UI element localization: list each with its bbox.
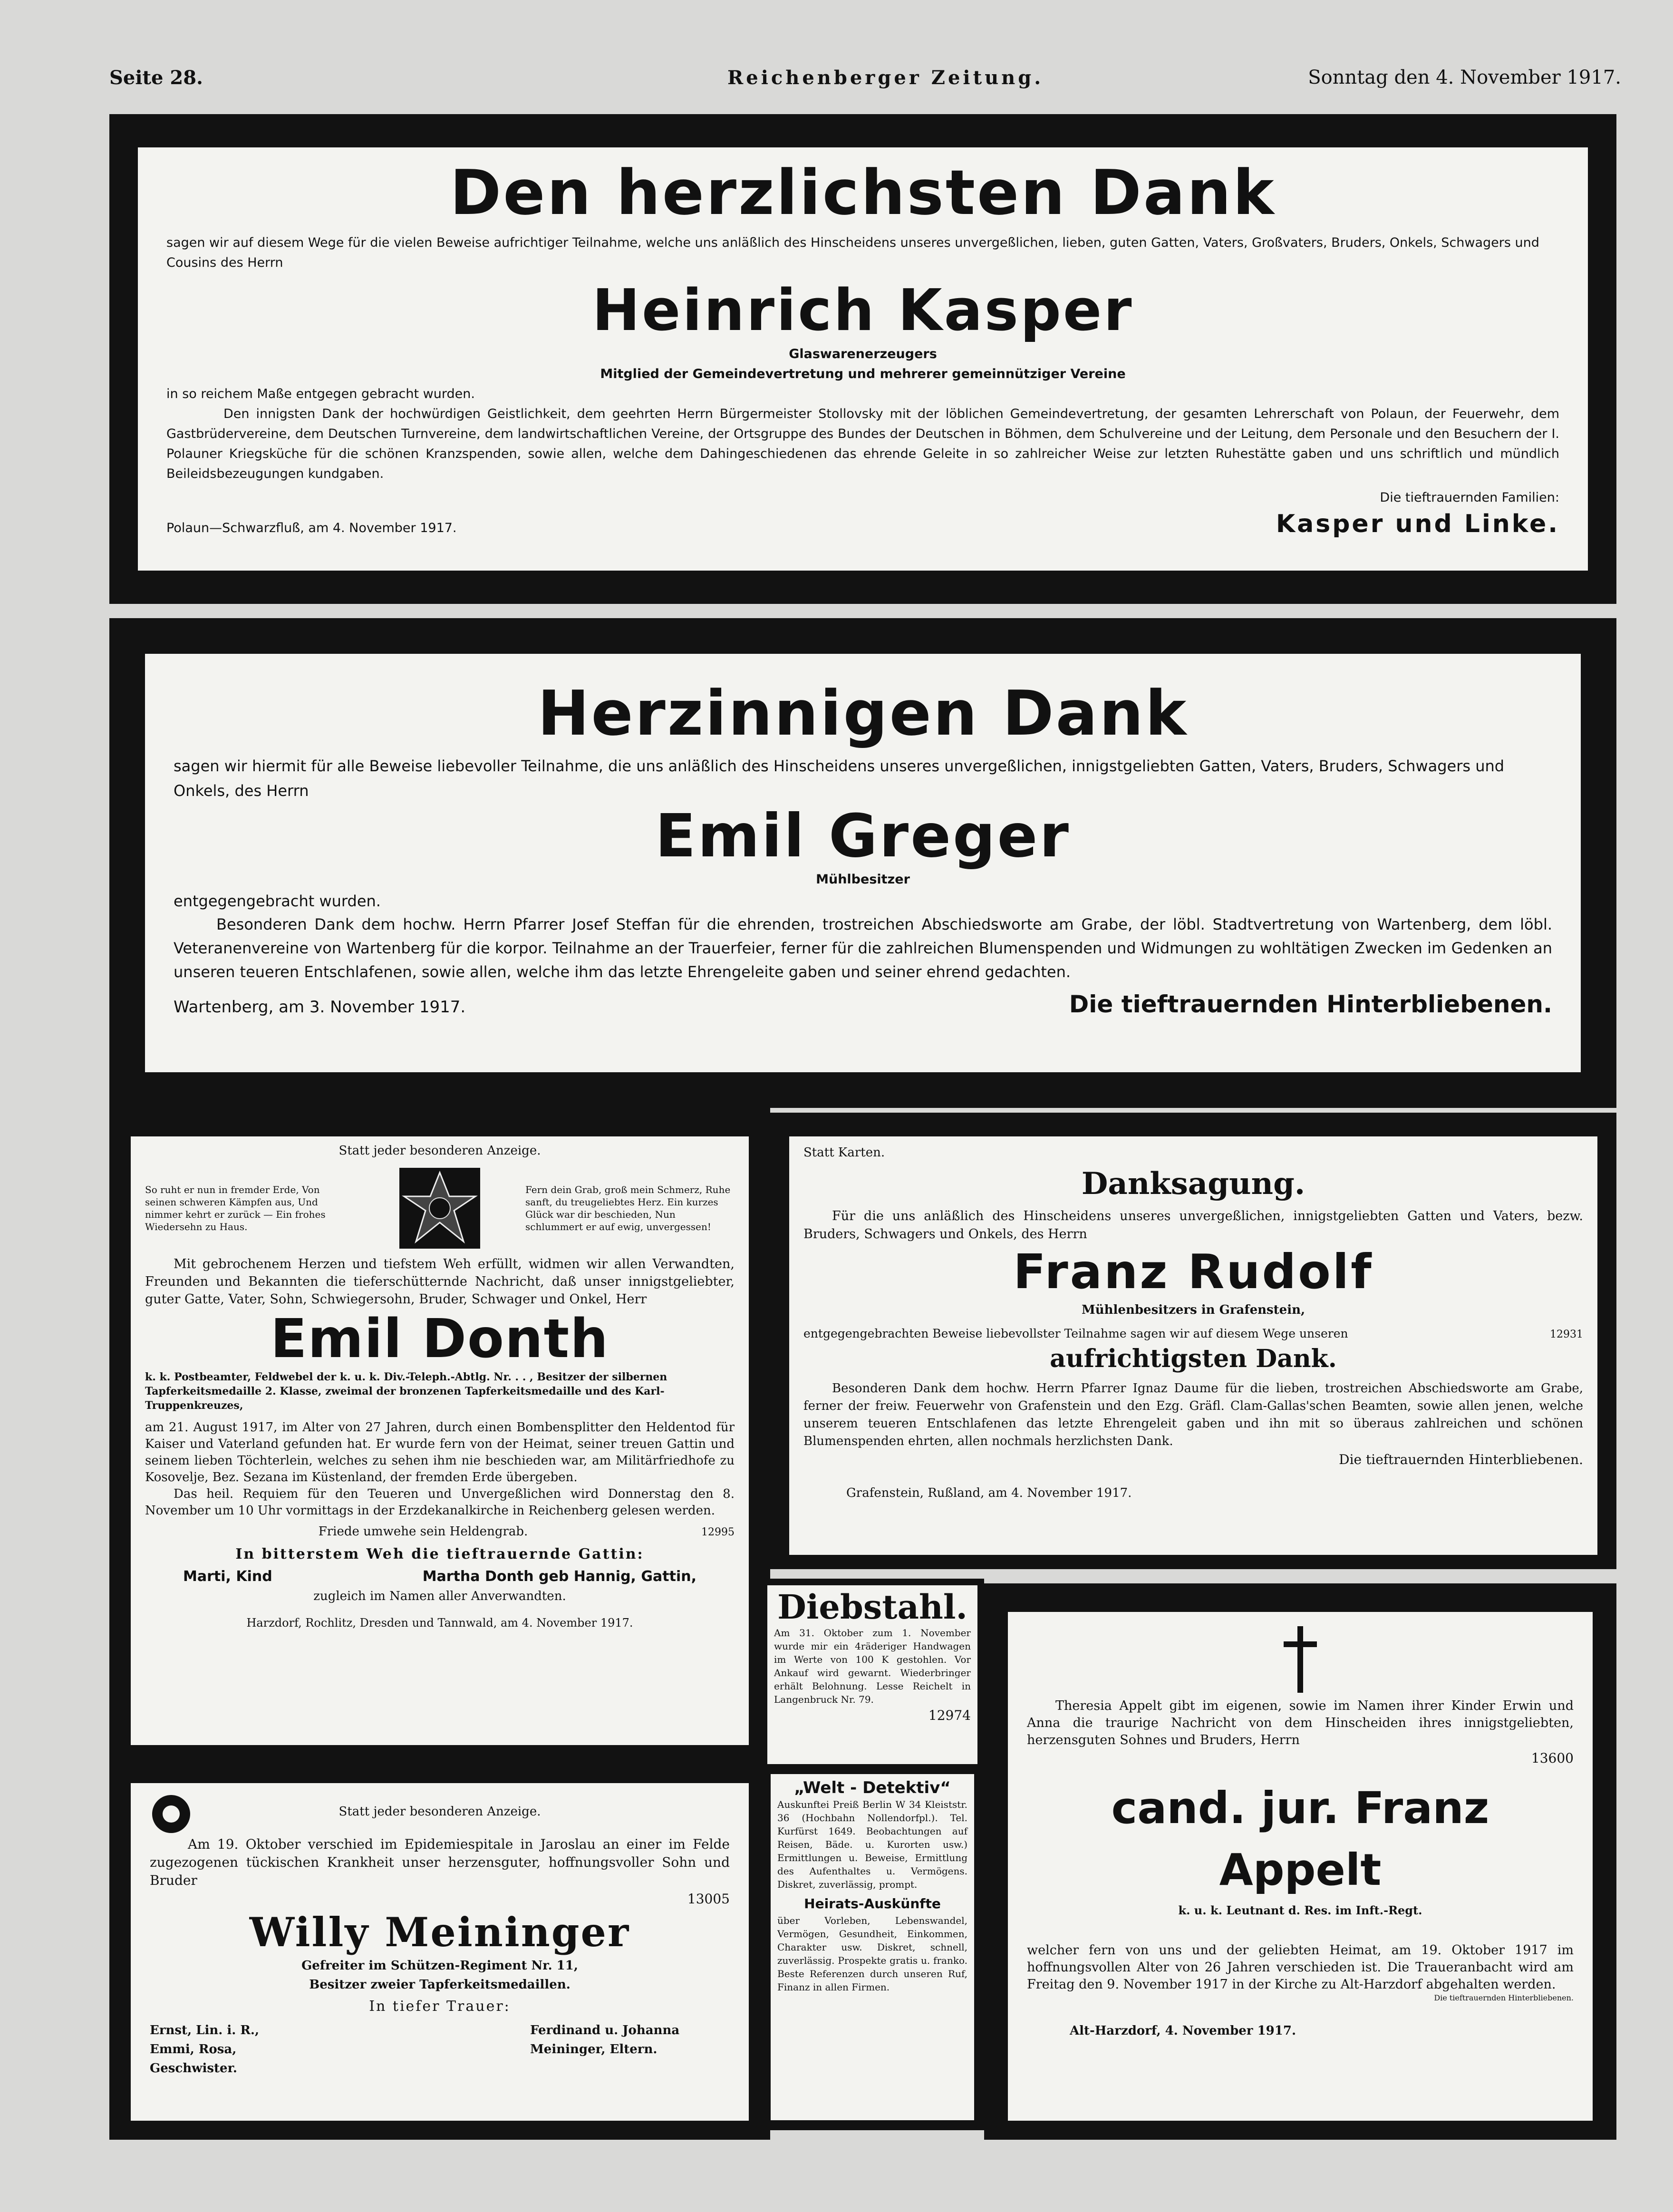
ad-rudolf-thanks: aufrichtigsten Dank. [1050,1344,1337,1373]
ad-rudolf-signoff: Die tieftrauernden Hinterbliebenen. [1339,1452,1583,1467]
page-header [109,67,1621,95]
ad-kasper-member: Mitglied der Gemeindevertretung und mehrerer gemeinnütziger Vereine [600,367,1126,381]
ad-donth [109,1108,770,1764]
ad-greger-place: Wartenberg, am 3. November 1917. [174,998,466,1017]
ad-donth-body [131,1136,749,1745]
ad-rudolf-line: entgegengebrachten Beweise liebevollster Teilnahme sagen wir auf diesem Wege unseren [803,1327,1348,1340]
ad-detektiv-text2: über Vorleben, Lebenswandel, Vermögen, Gesundheit, Einkommen, Charakter usw. Diskret, schnell, zuverlässig. Prospekte gratis u. franko. Beste Referenzen durch unseren Ruf, Finanz in allen Firmen. [777,1915,967,1993]
ad-meininger-number: 13005 [687,1891,730,1907]
ad-donth-wife: Martha Donth geb Hannig, Gattin, [422,1568,696,1585]
ad-donth-peace: Friede umwehe sein Heldengrab. [318,1524,528,1539]
ad-meininger-rank2: Besitzer zweier Tapferkeitsmedaillen. [309,1978,571,1992]
ad-rudolf-title: Danksagung. [1081,1166,1306,1202]
ad-donth-poem-left: So ruht er nun in fremder Erde, Von seinen schweren Kämpfen aus, Und nimmer kehrt er zurück — Ein frohes Wiedersehn zu Haus. [145,1184,326,1232]
ad-meininger-mourn: In tiefer Trauer: [369,1998,511,2015]
ad-appelt-name: cand. jur. Franz Appelt [1111,1783,1489,1895]
ad-detektiv-text: Auskunftei Preiß Berlin W 34 Kleiststr. 36 (Hochbahn Nollendorfpl.). Tel. Kurfürst 1649. Beobachtungen auf Reisen, Bäde. u. Kurorten usw.) Ermittlungen u. Beweise, Ermittlung des Aufenthaltes u. Vermögens. Diskret, zuverlässig, prompt. [777,1799,967,1890]
ad-kasper-headline: Den herzlichsten Dank [450,156,1276,229]
ad-appelt-place: Alt-Harzdorf, 4. November 1917. [1070,2024,1296,2038]
ad-donth-also: zugleich im Namen aller Anverwandten. [313,1589,566,1603]
ad-detektiv-title2: Heirats-Auskünfte [804,1896,941,1911]
ad-greger-signoff: Die tieftrauernden Hinterbliebenen. [1069,990,1552,1018]
ad-meininger-text: Am 19. Oktober verschied im Epidemiespitale in Jaroslau an einer im Felde zugezogenen tückischen Krankheit unser herzensguter, hoffnungsvoller Sohn und Bruder [150,1836,730,1888]
ad-donth-requiem: Das heil. Requiem für den Teueren und Unvergeßlichen wird Donnerstag den 8. November um 10 Uhr vormittags in der Erzdekanalkirche in Reichenberg gelesen werden. [145,1487,735,1518]
ad-meininger-name: Willy Meininger [249,1909,630,1956]
ad-kasper-occupation: Glaswarenerzeugers [789,347,937,361]
ad-kasper-place: Polaun—Schwarzfluß, am 4. November 1917. [166,521,457,535]
ad-appelt-number: 13600 [1531,1750,1574,1766]
ad-greger [109,618,1616,1108]
ad-appelt-text2: welcher fern von uns und der geliebten Heimat, am 19. Oktober 1917 im hoffnungsvollen Alter von 26 Jahren verschieden ist. Die Traueranbacht wird am Freitag den 9. November 1917 in der Kirche zu Alt-Harzdorf abgehalten werden. [1027,1943,1574,1992]
ad-donth-mourn: In bitterstem Weh die tieftrauernde Gattin: [235,1546,644,1562]
ad-donth-poem-right: Fern dein Grab, groß mein Schmerz, Ruhe sanft, du treugeliebtes Herz. Ein kurzes Glück war dir beschieden, Nun schlummert er auf ewig, unvergessen! [525,1184,731,1232]
ad-meininger-right: Ferdinand u. Johanna Meininger, Eltern. [530,2023,680,2057]
ad-rudolf-text: Besonderen Dank dem hochw. Herrn Pfarrer Ignaz Daume für die lieben, trostreichen Abschiedsworte am Grabe, ferner der freiw. Feuerwehr von Grafenstein und den Ezg. Gräfl. Clam-Gallas'schen Beamten, sowie allen jenen, welche unserem teueren Entschlafenen das letzte Ehrengeleit gaben und ihn mit so überaus zahlreichen und schönen Blumenspenden ehrten, allen nochmals herzlichsten Dank. [803,1381,1583,1448]
ad-detektiv-body [769,1773,976,2122]
ad-rudolf [765,1113,1616,1569]
ad-appelt-text: Theresia Appelt gibt im eigenen, sowie im Namen ihrer Kinder Erwin und Anna die traurige Nachricht von dem Hinscheiden ihres innigstgeliebten, herzensguten Sohnes und Bruders, Herrn [1027,1698,1574,1747]
ad-rudolf-number: 12931 [1550,1329,1583,1340]
ad-diebstahl [761,1579,984,1778]
ad-kasper-name: Heinrich Kasper [592,278,1134,344]
ad-kasper-signoff: Die tieftrauernden Familien: [1380,490,1559,505]
ad-greger-text: Besonderen Dank dem hochw. Herrn Pfarrer Josef Steffan für die ehrenden, trostreichen Abschiedsworte am Grabe, der löbl. Stadtvertretung von Wartenberg, dem löbl. Veteranenvereine von Wartenberg für die korpor. Teilnahme an der Trauerfeier, ferner für die zahlreichen Blumenspenden und Widmungen zu wohltätigen Zwecken im Gedenken an unseren teueren Entschlafenen, sowie allen, welche ihm das letzte Ehrengeleite gaben und seiner ehrend gedachten. [174,915,1552,981]
ad-meininger-rank1: Gefreiter im Schützen-Regiment Nr. 11, [301,1959,578,1973]
cross-icon [1284,1626,1317,1693]
ad-diebstahl-title: Diebstahl. [777,1587,967,1627]
ad-rudolf-top: Statt Karten. [803,1145,885,1160]
ad-rudolf-place: Grafenstein, Rußland, am 4. November 1917. [846,1486,1132,1500]
iron-cross-icon [399,1168,480,1249]
ad-appelt-rank: k. u. k. Leutnant d. Res. im Inft.-Regt. [1178,1903,1422,1917]
ad-donth-child: Marti, Kind [183,1568,272,1585]
ad-donth-top: Statt jeder besonderen Anzeige. [338,1144,541,1158]
ad-meininger-body [131,1783,749,2121]
ad-appelt [984,1583,1616,2140]
wreath-icon [150,1793,193,1835]
ad-donth-place: Harzdorf, Rochlitz, Dresden und Tannwald, am 4. November 1917. [246,1616,633,1630]
ad-donth-rank: k. k. Postbeamter, Feldwebel der k. u. k. Div.-Teleph.-Abtlg. Nr. . . , Besitzer der silbernen Tapferkeitsmedaille 2. Klasse, zweimal der bronzenen Tapferkeitsmedaille und des Karl-Truppenkreuzes, [145,1371,667,1412]
ad-kasper-text: Den innigsten Dank der hochwürdigen Geistlichkeit, dem geehrten Herrn Bürgermeister Stollovsky mit der löblichen Gemeindevertretung, der gesamten Lehrerschaft von Polaun, der Feuerwehr, dem Gastbrüdervereine, dem Deutschen Turnvereine, dem landwirtschaftlichen Vereine, der Ortsgruppe des Bundes der Deutschen in Böhmen, dem Schulvereine und der Leitung, dem Personale und den Besuchern der I. Polauner Kriegsküche für die schönen Kranzspenden, sowie allen, welche dem Dahingeschiedenen das ehrende Geleite in so zahlreicher Weise zur letzten Ruhestätte gaben und uns schriftlich und mündlich Beileidsbezeugungen kundgaben. [166,407,1559,481]
ad-meininger-left: Ernst, Lin. i. R., Emmi, Rosa, Geschwister. [150,2023,260,2076]
ad-greger-line2: entgegengebracht wurden. [174,892,381,910]
ad-donth-number: 12995 [701,1526,735,1538]
ad-appelt-signoff: Die tieftrauernden Hinterbliebenen. [1434,1993,1574,2002]
ad-greger-occupation: Mühlbesitzer [816,872,910,887]
ad-kasper [109,114,1616,604]
ad-kasper-intro: sagen wir auf diesem Wege für die vielen Beweise aufrichtiger Teilnahme, welche uns anläßlich des Hinscheidens unseres unvergeßlichen, lieben, guten Gatten, Vaters, Großvaters, Bruders, Onkels, Schwagers und Cousins des Herrn [166,235,1539,270]
ad-diebstahl-number: 12974 [928,1708,971,1723]
ad-donth-text: am 21. August 1917, im Alter von 27 Jahren, durch einen Bombensplitter den Heldentod für Kaiser und Vaterland gefunden hat. Er wurde fern von der Heimat, seiner treuen Gattin und seinem lieben Töchterlein, welches zu sehen ihm nie beschieden war, am Militärfriedhofe zu Kosovelje, Bez. Sezana im Küstenland, der fremden Erde übergeben. [145,1420,735,1484]
ad-kasper-body [138,147,1588,571]
ad-donth-intro: Mit gebrochenem Herzen und tiefstem Weh erfüllt, widmen wir allen Verwandten, Freunden und Bekannten die tieferschütternde Nachricht, daß unser innigstgeliebter, guter Gatte, Vater, Sohn, Schwiegersohn, Bruder, Schwager und Onkel, Herr [145,1257,735,1307]
ad-rudolf-body [789,1136,1597,1555]
ad-rudolf-intro: Für die uns anläßlich des Hinscheidens unseres unvergeßlichen, innigstgeliebten Gatten und Vaters, bezw. Bruders, Schwagers und Onkels, des Herrn [803,1209,1583,1242]
ad-meininger-top: Statt jeder besonderen Anzeige. [338,1805,541,1819]
page-number: Seite 28. [109,67,203,89]
ad-greger-intro: sagen wir hiermit für alle Beweise liebevoller Teilnahme, die uns anläßlich des Hinscheidens unseres unvergeßlichen, innigstgeliebten Gatten, Vaters, Bruders, Schwagers und Onkels, des Herrn [174,757,1505,800]
ad-appelt-body [1008,1612,1593,2121]
ad-donth-name: Emil Donth [271,1308,609,1370]
ad-greger-name: Emil Greger [655,802,1071,871]
ad-kasper-families: Kasper und Linke. [1276,510,1559,538]
newspaper-title: Reichenberger Zeitung. [727,67,1044,89]
ad-meininger [109,1764,770,2140]
ad-rudolf-occupation: Mühlenbesitzers in Grafenstein, [1081,1303,1306,1317]
ad-detektiv [761,1764,984,2130]
ad-greger-headline: Herzinnigen Dank [537,677,1189,749]
ad-detektiv-title: „Welt - Detektiv“ [794,1778,951,1797]
ad-rudolf-name: Franz Rudolf [1013,1244,1373,1300]
ad-greger-body [145,654,1581,1072]
ad-diebstahl-text: Am 31. Oktober zum 1. November wurde mir ein 4räderiger Handwagen im Werte von 100 K gestohlen. Vor Ankauf wird gewarnt. Wiederbringer erhält Belohnung. Lesse Reichelt in Langenbruck Nr. 79. [774,1627,971,1705]
issue-date: Sonntag den 4. November 1917. [1308,67,1621,88]
ad-kasper-line2: in so reichem Maße entgegen gebracht wurden. [166,387,475,401]
ad-diebstahl-body [767,1585,977,1772]
